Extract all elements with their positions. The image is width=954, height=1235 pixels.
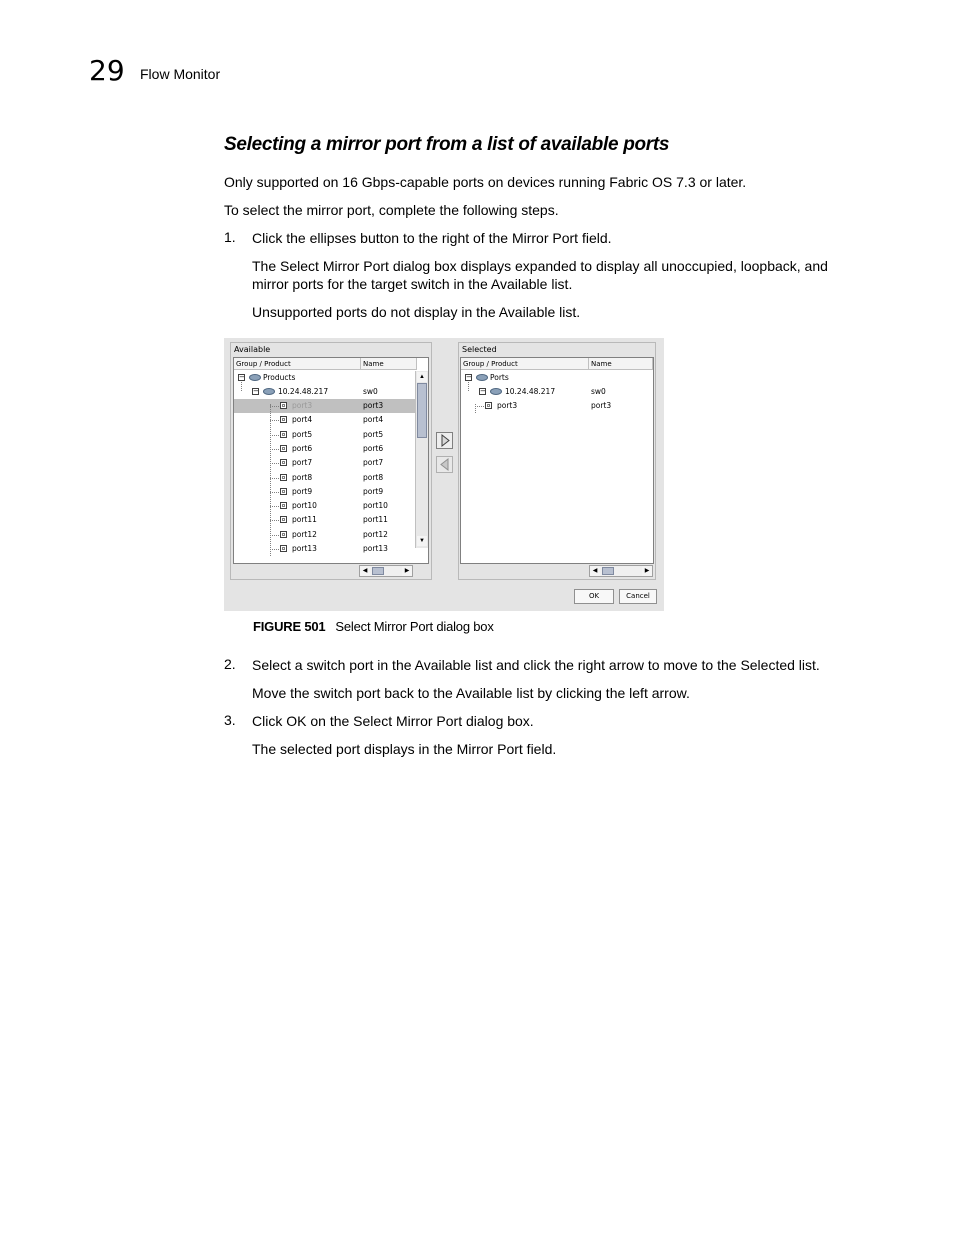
scroll-right-icon[interactable]: ▶ [402, 566, 412, 576]
chapter-title: Flow Monitor [140, 66, 221, 82]
port-row[interactable] [234, 428, 428, 442]
port-row[interactable] [234, 528, 428, 542]
ui-term: Available [414, 657, 472, 673]
port-name: port3 [591, 401, 612, 410]
port-name: port8 [363, 472, 384, 482]
group-icon [476, 374, 488, 381]
port-label: port10 [292, 501, 317, 511]
port-label: port12 [292, 529, 317, 539]
port-icon [280, 502, 287, 509]
scroll-left-icon[interactable]: ◀ [360, 566, 370, 576]
tree-connector [270, 406, 279, 407]
tree-connector [270, 404, 271, 556]
figure-title: Select Mirror Port dialog box [335, 619, 494, 634]
scroll-right-icon[interactable]: ▶ [642, 566, 652, 576]
tree-connector [270, 420, 279, 421]
step-number: 3. [224, 712, 236, 728]
section-title: Selecting a mirror port from a list of available ports [224, 134, 670, 155]
step-detail: Unsupported ports do not display in the Available list. [252, 304, 581, 320]
switch-icon [490, 388, 502, 395]
port-label: port11 [292, 515, 317, 525]
tree-label: Ports [490, 373, 509, 382]
arrow-left-icon [437, 457, 452, 472]
port-row[interactable] [234, 513, 428, 527]
available-panel [230, 342, 432, 580]
tree-connector [270, 549, 279, 550]
tree-connector [270, 492, 279, 493]
collapse-icon[interactable]: − [466, 373, 472, 381]
arrow-right-icon [437, 433, 452, 448]
port-icon [280, 445, 287, 452]
scroll-thumb[interactable] [602, 567, 614, 575]
port-row[interactable] [234, 399, 428, 413]
column-header-name[interactable]: Name [589, 358, 653, 370]
ok-button[interactable]: OK [574, 589, 614, 604]
move-left-button[interactable] [436, 456, 453, 473]
tree-row-root[interactable] [234, 371, 428, 385]
ui-term: Mirror Port [456, 741, 523, 757]
port-row[interactable] [234, 499, 428, 513]
port-label: port13 [292, 544, 317, 553]
move-right-button[interactable] [436, 432, 453, 449]
collapse-icon[interactable]: − [239, 373, 245, 381]
scroll-up-icon[interactable]: ▲ [417, 372, 427, 382]
port-icon [280, 459, 287, 466]
vertical-scrollbar[interactable] [415, 371, 428, 548]
port-icon [280, 431, 287, 438]
selected-panel-title: Selected [462, 345, 497, 354]
scroll-left-icon[interactable]: ◀ [590, 566, 600, 576]
tree-connector [270, 535, 279, 536]
scroll-thumb[interactable] [417, 383, 427, 438]
tree-connector [270, 506, 279, 507]
port-icon [280, 416, 287, 423]
tree-connector [270, 478, 279, 479]
tree-row-switch[interactable] [461, 385, 653, 399]
ui-term: Available [455, 685, 513, 701]
tree-row-switch[interactable] [234, 385, 428, 399]
switch-icon [263, 388, 275, 395]
tree-label: Products [263, 373, 296, 382]
port-label: port3 [497, 401, 518, 410]
port-icon [485, 402, 492, 409]
select-mirror-port-dialog [224, 338, 664, 611]
selected-list[interactable] [460, 357, 654, 564]
horizontal-scrollbar[interactable] [359, 565, 413, 577]
figure-number: FIGURE 501 [253, 619, 326, 634]
horizontal-scrollbar[interactable] [589, 565, 653, 577]
port-row[interactable] [234, 471, 428, 485]
ui-term: Available [498, 304, 556, 320]
column-header-group[interactable]: Group / Product [234, 358, 361, 370]
intro-paragraph: Only supported on 16 Gbps-capable ports on devices running Fabric OS 7.3 or later. [224, 174, 747, 190]
collapse-icon[interactable]: − [253, 387, 259, 395]
tree-connector [241, 382, 242, 391]
port-row[interactable] [461, 399, 653, 413]
port-row[interactable] [234, 456, 428, 470]
port-label: port6 [292, 443, 313, 453]
step-number: 2. [224, 656, 236, 672]
port-icon [280, 488, 287, 495]
group-icon [249, 374, 261, 381]
ui-term: Mirror Port [511, 230, 579, 246]
port-icon [280, 545, 287, 552]
collapse-icon[interactable]: − [480, 387, 486, 395]
port-name: port6 [363, 443, 384, 453]
figure-caption [253, 619, 494, 634]
step-text: Select a switch port in the Available list and click the right arrow to move to the Selected list. [252, 657, 820, 673]
column-header-group[interactable]: Group / Product [461, 358, 589, 370]
port-row[interactable] [234, 442, 428, 456]
step-text: Click OK on the Select Mirror Port dialog box. [252, 713, 534, 729]
port-name: port12 [363, 529, 388, 539]
available-list[interactable] [233, 357, 429, 564]
port-label: port3 [292, 401, 313, 410]
scroll-down-icon[interactable]: ▼ [417, 536, 427, 546]
port-icon [280, 531, 287, 538]
column-header-name[interactable]: Name [361, 358, 417, 370]
tree-row-root[interactable] [461, 371, 653, 385]
tree-label: 10.24.48.217 [505, 387, 556, 396]
port-label: port7 [292, 458, 313, 468]
intro-paragraph: To select the mirror port, complete the following steps. [224, 202, 559, 218]
step-detail: The selected port displays in the Mirror Port field. [252, 741, 557, 757]
port-name: port7 [363, 458, 384, 468]
ui-term: OK [286, 713, 307, 729]
ui-term: Select Mirror Port [280, 258, 389, 274]
port-label: port5 [292, 429, 313, 439]
port-row[interactable] [234, 542, 428, 556]
port-label: port4 [292, 415, 313, 425]
port-label: port9 [292, 486, 313, 496]
tree-name: sw0 [363, 387, 378, 396]
port-name: port3 [363, 401, 384, 410]
tree-connector [270, 435, 279, 436]
step-detail: The Select Mirror Port dialog box displays expanded to display all unoccupied, loopback, and [252, 258, 828, 274]
step-detail: mirror ports for the target switch in the Available list. [252, 276, 573, 292]
tree-connector [270, 463, 279, 464]
port-icon [280, 516, 287, 523]
ui-term: Select Mirror Port [353, 713, 463, 729]
scroll-thumb[interactable] [372, 567, 384, 575]
ui-term: Available [490, 276, 548, 292]
tree-label: 10.24.48.217 [278, 387, 329, 396]
step-number: 1. [224, 229, 236, 245]
port-name: port11 [363, 515, 388, 525]
port-label: port8 [292, 472, 313, 482]
port-name: port4 [363, 415, 384, 425]
tree-connector [270, 520, 279, 521]
step-text: Click the ellipses button to the right of the Mirror Port field. [252, 230, 612, 246]
port-name: port9 [363, 486, 384, 496]
port-name: port10 [363, 501, 388, 511]
ui-term: Selected [740, 657, 795, 673]
port-icon [280, 402, 287, 409]
port-icon [280, 474, 287, 481]
step-detail: Move the switch port back to the Available list by clicking the left arrow. [252, 685, 690, 701]
port-row[interactable] [234, 413, 428, 427]
available-panel-title: Available [234, 345, 271, 354]
tree-connector [468, 382, 469, 391]
chapter-number: 29 [89, 54, 125, 87]
tree-connector [270, 449, 279, 450]
tree-connector [475, 406, 484, 407]
port-name: port13 [363, 544, 388, 553]
cancel-button[interactable]: Cancel [619, 589, 657, 604]
tree-connector [475, 404, 476, 413]
port-row[interactable] [234, 485, 428, 499]
port-name: port5 [363, 429, 384, 439]
selected-panel [458, 342, 656, 580]
tree-name: sw0 [591, 387, 606, 396]
